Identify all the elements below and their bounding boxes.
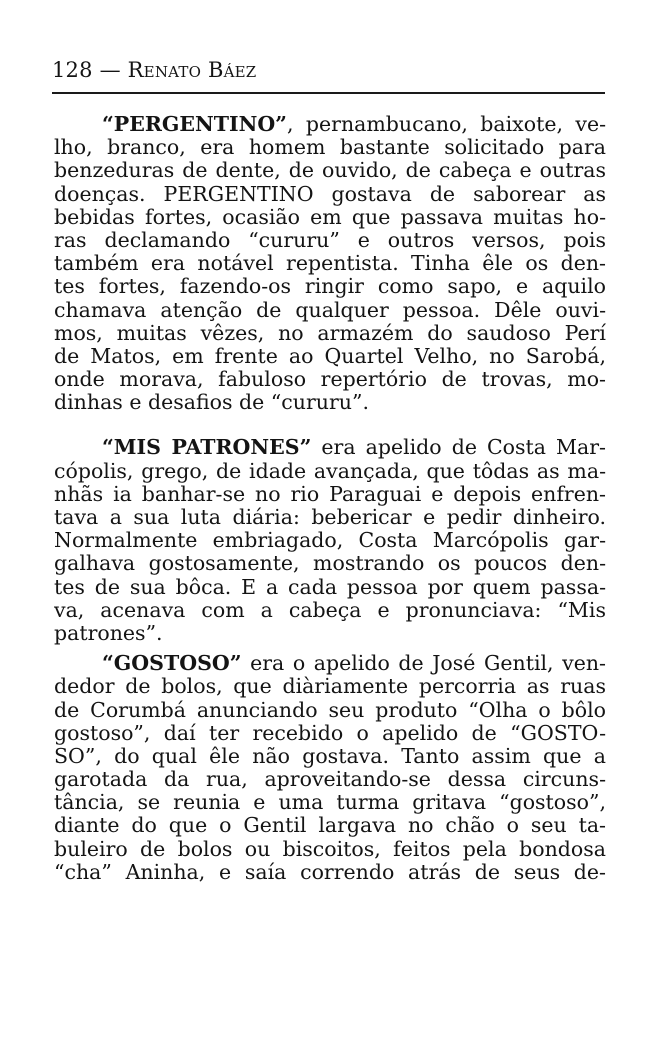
paragraph-line: bebidas fortes, ocasião em que passava muitas ho- bbox=[54, 205, 606, 229]
paragraph-line: lho, branco, era homem bastante solicitado para bbox=[54, 136, 606, 160]
paragraph-line: doenças. PERGENTINO gostava de saborear as bbox=[54, 182, 606, 206]
paragraph-line: dedor de bolos, que diàriamente percorria as ruas bbox=[54, 675, 606, 699]
paragraph-line: de Corumbá anunciando seu produto “Olha o bôlo bbox=[54, 698, 606, 722]
nickname-term: “GOSTOSO” bbox=[102, 652, 242, 676]
paragraph-line: patrones”. bbox=[54, 621, 163, 645]
header-separator: — bbox=[99, 58, 121, 82]
paragraph-line: cópolis, grego, de idade avançada, que tôdas as ma- bbox=[54, 459, 606, 483]
paragraph-line: tes fortes, fazendo-os ringir como sapo, e aquilo bbox=[54, 275, 606, 299]
paragraph-line: chamava atenção de qualquer pessoa. Dêle ouvi- bbox=[54, 298, 606, 322]
paragraph-line: tância, se reunia e uma turma gritava “gostoso”, bbox=[54, 791, 606, 815]
paragraph-line: gostoso”, daí ter recebido o apelido de “GOSTO- bbox=[54, 721, 606, 745]
paragraph-line: de Matos, em frente ao Quartel Velho, no Sarobá, bbox=[54, 344, 606, 368]
paragraph-line: tes de sua bôca. E a cada pessoa por quem passa- bbox=[54, 575, 606, 599]
paragraph-gap bbox=[54, 414, 606, 436]
paragraph-line: dinhas e desafios de “cururu”. bbox=[54, 391, 369, 415]
header-rule bbox=[52, 92, 605, 94]
body-text bbox=[54, 113, 606, 884]
paragraph-line: buleiro de bolos ou biscoitos, feitos pela bondosa bbox=[54, 837, 606, 861]
author-name: Renato Báez bbox=[127, 58, 257, 82]
paragraph-line: Normalmente embriagado, Costa Marcópolis gar- bbox=[54, 529, 606, 553]
nickname-term: “MIS PATRONES” bbox=[102, 436, 312, 460]
paragraph-gap bbox=[54, 645, 606, 652]
paragraph-line: mos, muitas vêzes, no armazém do saudoso Perí bbox=[54, 321, 606, 345]
running-head bbox=[52, 58, 256, 82]
paragraph-line: “GOSTOSO” era o apelido de José Gentil, ven- bbox=[102, 652, 606, 676]
paragraph-line: “cha” Aninha, e saía correndo atrás de seus de- bbox=[54, 860, 606, 884]
paragraph-line: benzeduras de dente, de ouvido, de cabeça e outras bbox=[54, 159, 606, 183]
paragraph-line: nhãs ia banhar-se no rio Paraguai e depois enfren- bbox=[54, 482, 606, 506]
paragraph-line: va, acenava com a cabeça e pronunciava: “Mis bbox=[54, 598, 606, 622]
paragraph-line: “MIS PATRONES” era apelido de Costa Mar- bbox=[102, 436, 606, 460]
paragraph-line: tava a sua luta diária: bebericar e pedir dinheiro. bbox=[54, 506, 606, 529]
paragraph-line: SO”, do qual êle não gostava. Tanto assim que a bbox=[54, 744, 606, 768]
paragraph-mis-patrones bbox=[54, 436, 606, 645]
paragraph-line: também era notável repentista. Tinha êle os den- bbox=[54, 252, 606, 276]
paragraph-line: onde morava, fabuloso repertório de trovas, mo- bbox=[54, 368, 606, 392]
paragraph-gostoso bbox=[54, 652, 606, 884]
paragraph-line: “PERGENTINO”, pernambucano, baixote, ve- bbox=[102, 113, 606, 136]
paragraph-pergentino bbox=[54, 113, 606, 414]
page-number: 128 bbox=[52, 58, 93, 82]
paragraph-line: diante do que o Gentil largava no chão o seu ta- bbox=[54, 814, 606, 838]
nickname-term: “PERGENTINO” bbox=[102, 113, 287, 136]
paragraph-line: galhava gostosamente, mostrando os poucos den- bbox=[54, 552, 606, 576]
paragraph-line: garotada da rua, aproveitando-se dessa circuns- bbox=[54, 768, 606, 792]
paragraph-line: ras declamando “cururu” e outros versos, pois bbox=[54, 228, 606, 252]
